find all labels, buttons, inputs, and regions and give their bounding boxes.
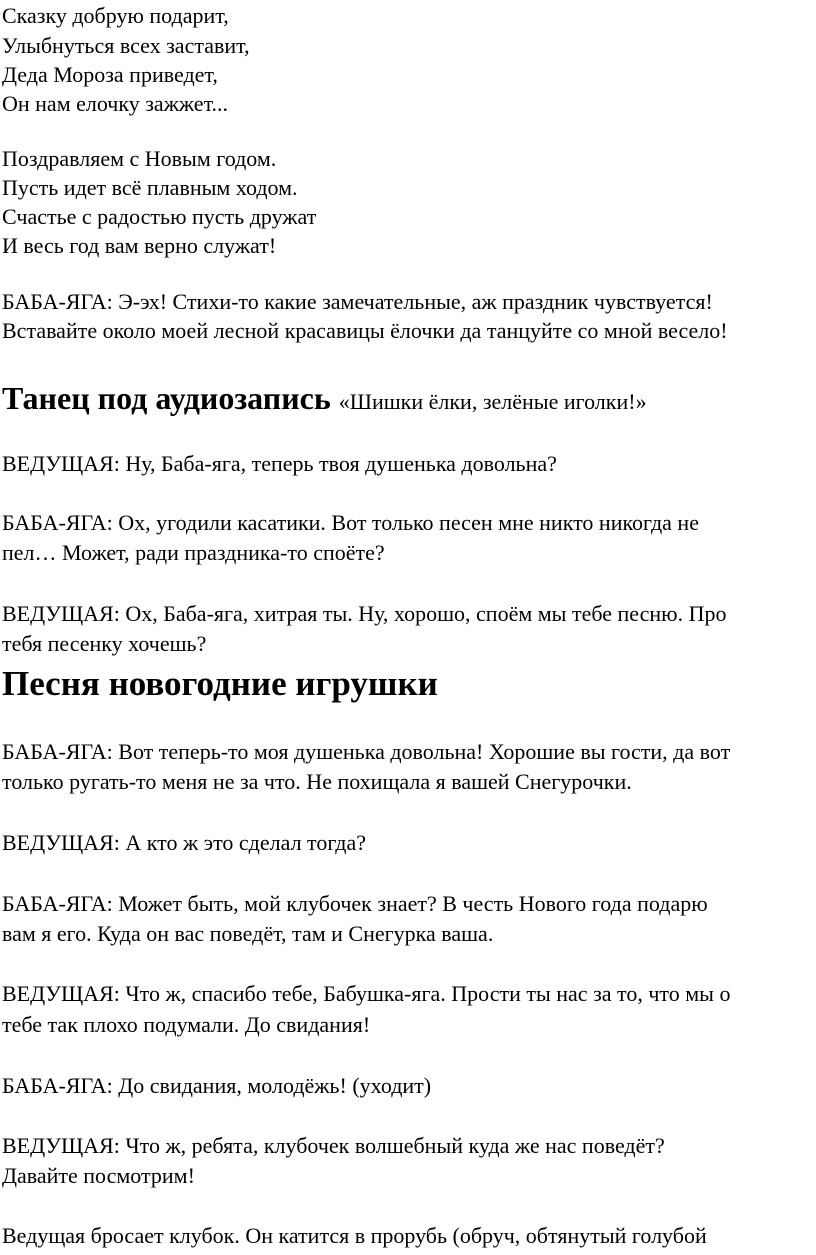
poem-line: Улыбнуться всех заставит, (2, 33, 250, 58)
paragraph-line: вам я его. Куда он вас поведёт, там и Снегурка ваша. (2, 921, 494, 946)
paragraph-line: пел… Может, ради праздника-то споёте? (2, 540, 385, 565)
paragraph-line: ВЕДУЩАЯ: А кто ж это сделал тогда? (2, 830, 367, 855)
poem-line: Поздравляем с Новым годом. (2, 146, 277, 171)
heading-subtitle: «Шишки ёлки, зелёные иголки!» (338, 389, 647, 414)
paragraph-line: БАБА-ЯГА: Вот теперь-то моя душенька довольна! Хорошие вы гости, да вот (2, 739, 731, 764)
paragraph-line: ВЕДУЩАЯ: Что ж, спасибо тебе, Бабушка-яга. Прости ты нас за то, что мы о (2, 981, 731, 1006)
paragraph-line: БАБА-ЯГА: Ох, угодили касатики. Вот только песен мне никто никогда не (2, 510, 699, 535)
poem-line: И весь год вам верно служат! (2, 233, 277, 258)
paragraph-line: ВЕДУЩАЯ: Ну, Баба-яга, теперь твоя душенька довольна? (2, 451, 557, 476)
section-heading-dance (2, 380, 647, 420)
paragraph-line: Вставайте около моей лесной красавицы ёлочки да танцуйте со мной весело! (2, 318, 728, 343)
heading-main: Танец под аудиозапись (2, 380, 331, 416)
paragraph-line: БАБА-ЯГА: Может быть, мой клубочек знает? В честь Нового года подарю (2, 891, 708, 916)
poem-line: Он нам елочку зажжет... (2, 91, 229, 116)
paragraph-line: тебе так плохо подумали. До свидания! (2, 1012, 371, 1037)
paragraph-line: тебя песенку хочешь? (2, 631, 207, 656)
paragraph-line: только ругать-то меня не за что. Не похищала я вашей Снегурочки. (2, 769, 632, 794)
paragraph-line: ВЕДУЩАЯ: Ох, Баба-яга, хитрая ты. Ну, хорошо, споём мы тебе песню. Про (2, 601, 727, 626)
poem-line: Пусть идет всё плавным ходом. (2, 175, 298, 200)
paragraph-line: БАБА-ЯГА: До свидания, молодёжь! (уходит) (2, 1073, 432, 1098)
paragraph-line: Ведущая бросает клубок. Он катится в прорубь (обруч, обтянутый голубой (2, 1223, 707, 1248)
poem-line: Деда Мороза приведет, (2, 62, 218, 87)
paragraph-line: ВЕДУЩАЯ: Что ж, ребята, клубочек волшебный куда же нас поведёт? (2, 1133, 665, 1158)
paragraph-line: Давайте посмотрим! (2, 1163, 195, 1188)
paragraph-line: БАБА-ЯГА: Э-эх! Стихи-то какие замечательные, аж праздник чувствуется! (2, 289, 713, 314)
section-heading-song: Песня новогодние игрушки (2, 664, 438, 703)
poem-line: Счастье с радостью пусть дружат (2, 204, 317, 229)
poem-line: Сказку добрую подарит, (2, 3, 229, 28)
